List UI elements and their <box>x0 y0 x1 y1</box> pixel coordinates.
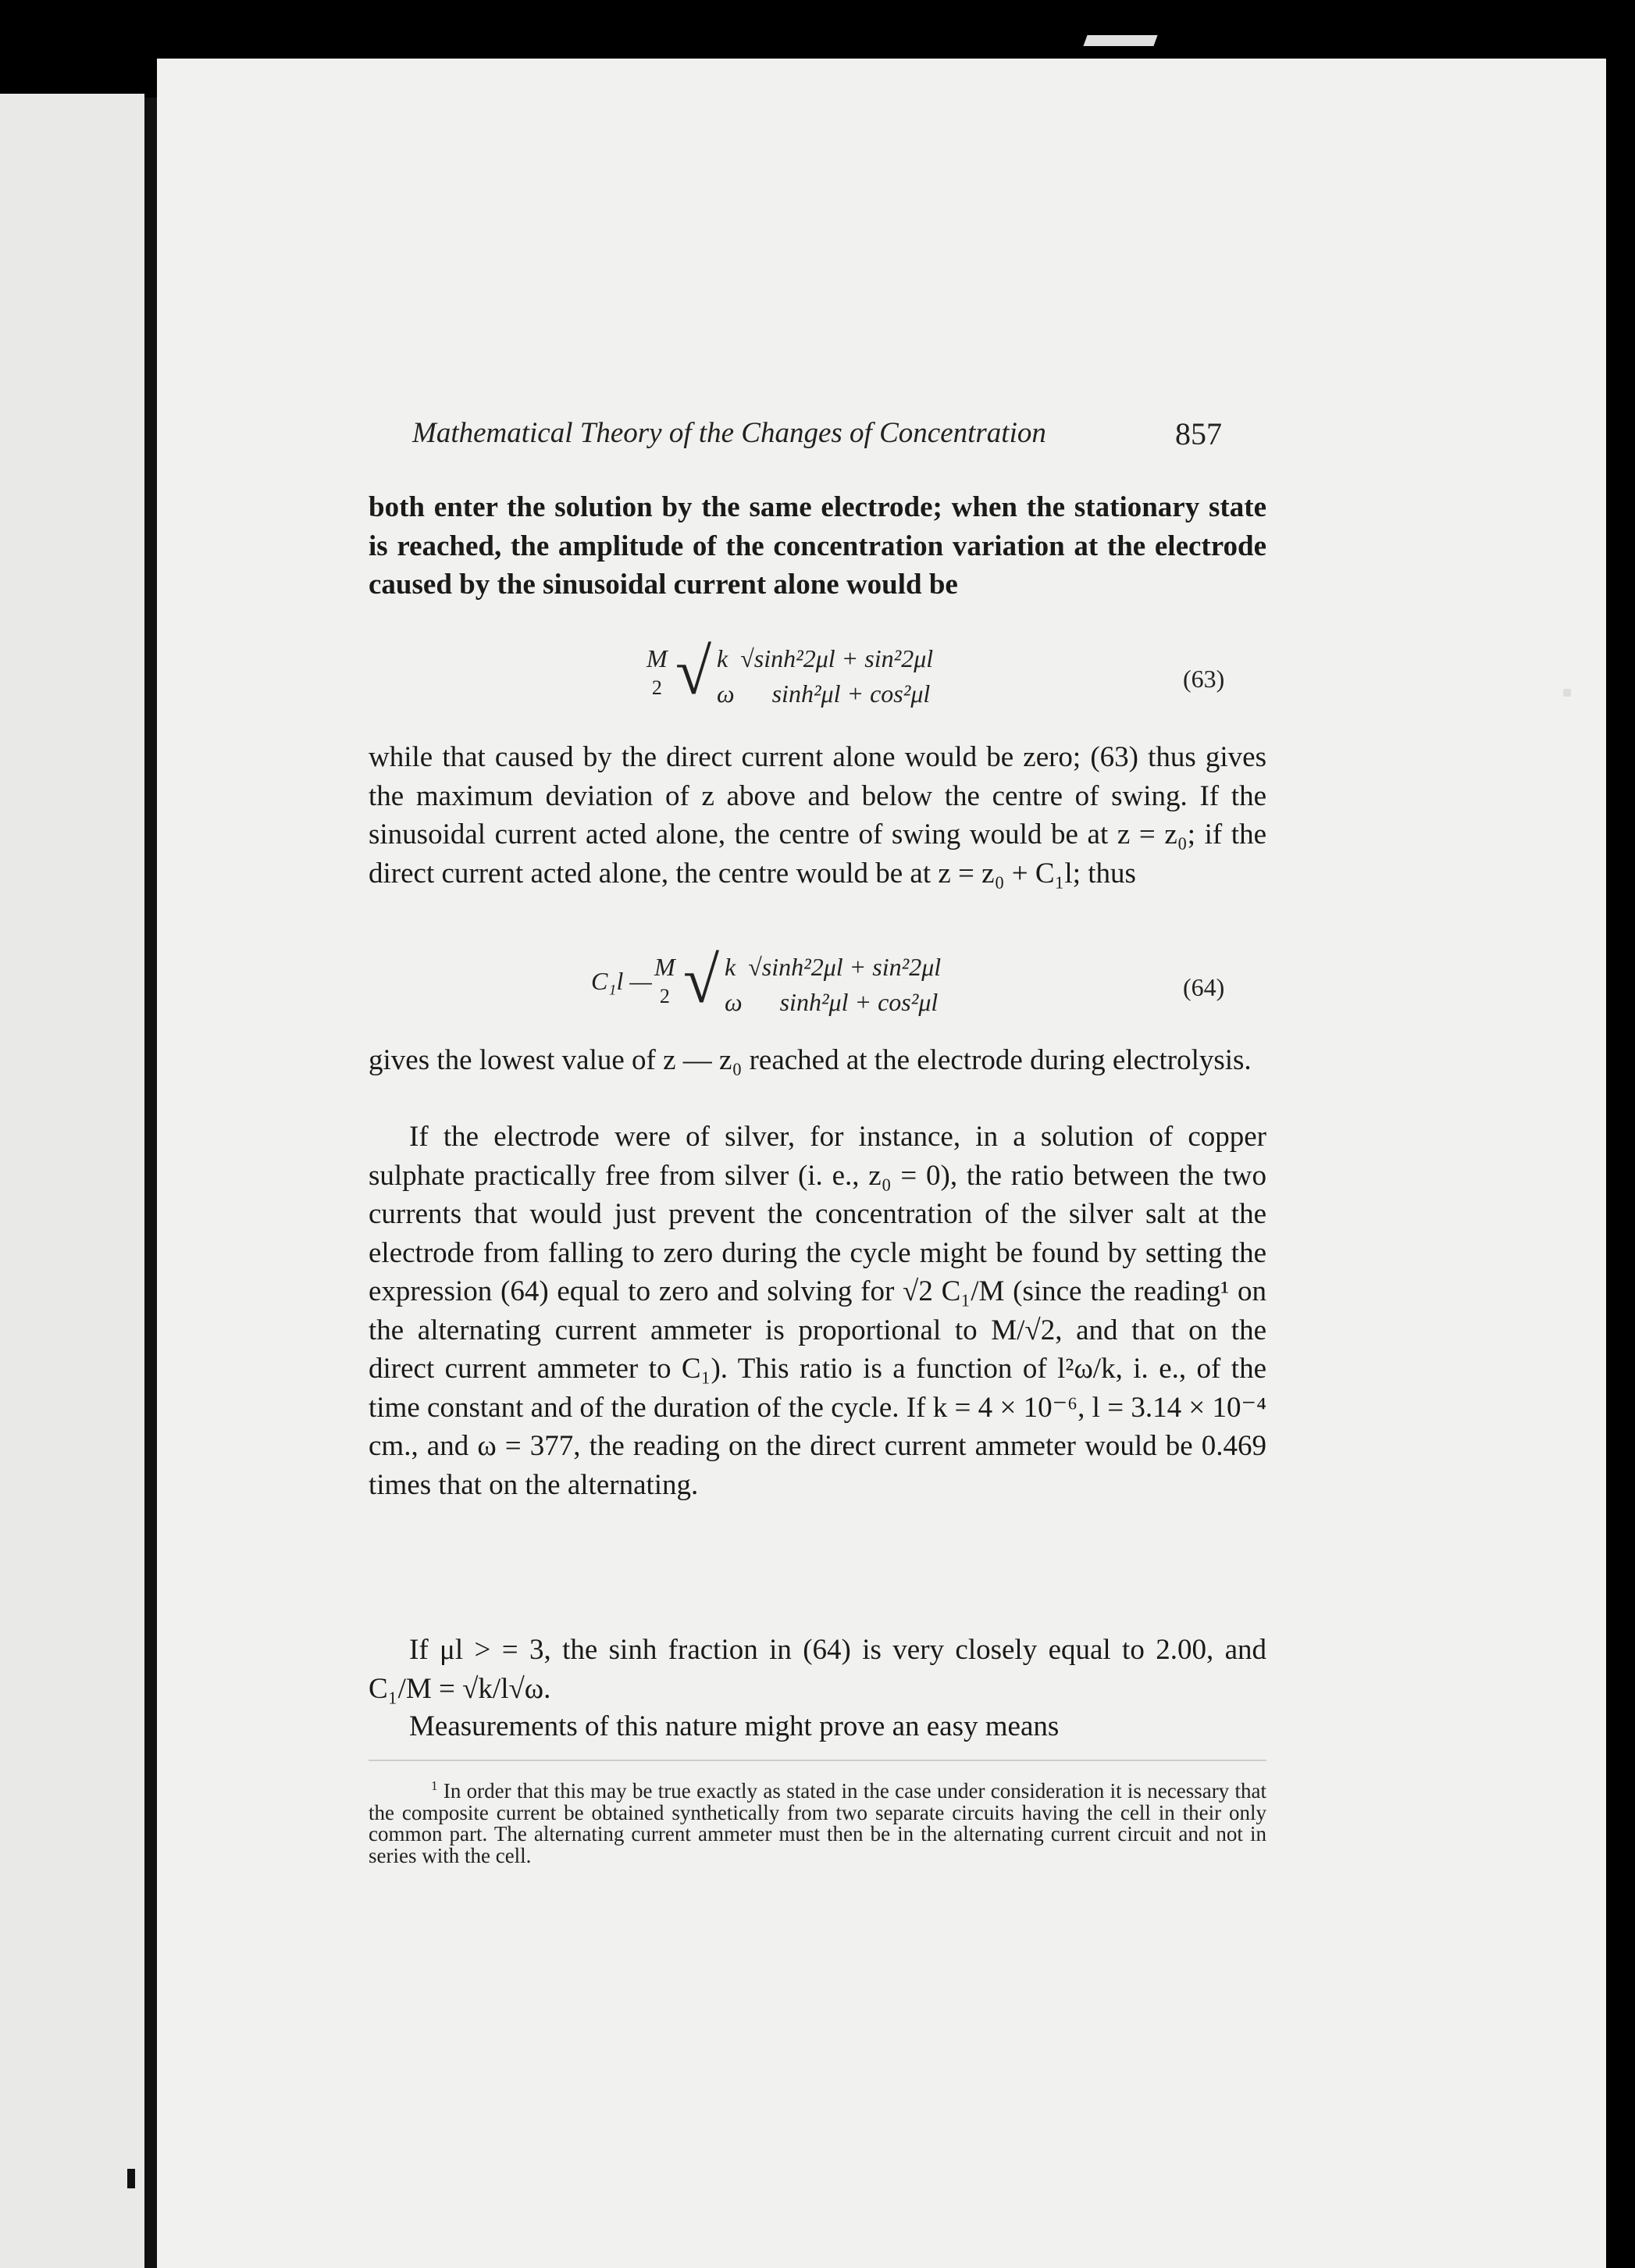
footnote-divider <box>369 1760 1266 1761</box>
binding-shadow <box>144 98 157 2268</box>
equation-number: (63) <box>1183 665 1225 693</box>
equation-64 <box>468 944 1249 1023</box>
equation-coefficient <box>654 953 675 1008</box>
paragraph-6: Measurements of this nature might prove an easy means <box>409 1710 1060 1742</box>
equation-lhs: C₁l — <box>591 967 652 995</box>
radical-sign: √ <box>675 636 712 708</box>
radicand <box>717 644 933 708</box>
coef-numerator: M <box>647 644 668 672</box>
page-number: 857 <box>1175 416 1222 451</box>
radicand-numerator: k √sinh²2μl + sin²2μl <box>725 953 942 981</box>
equation-63 <box>468 636 1249 715</box>
scan-artifact <box>1083 35 1157 46</box>
footnote-marker: 1 <box>431 1778 438 1793</box>
radicand <box>725 953 941 1017</box>
radicand-denominator: ω sinh²μl + cos²μl <box>725 988 939 1016</box>
equation-coefficient <box>647 644 668 700</box>
footnote <box>369 1775 1266 1867</box>
running-head-title: Mathematical Theory of the Changes of Concentration <box>412 417 1046 449</box>
equation-number: (64) <box>1183 973 1225 1001</box>
radicand-numerator: k √sinh²2μl + sin²2μl <box>717 644 934 672</box>
coef-denominator: 2 <box>651 676 662 699</box>
coef-numerator: M <box>654 953 675 981</box>
paragraph-3: gives the lowest value of z — z₀ reached at the electrode during electrolysis. <box>369 1044 1252 1076</box>
radical-sign: √ <box>683 944 720 1017</box>
footnote-text: In order that this may be true exactly as stated in the case under consideration it is necessary that the composite current be obtained synthetically from two separate circuits having the cell in their only common part. The alternating current ammeter must then be in the alternating current circuit and not in series with the cell. <box>369 1779 1267 1867</box>
paragraph-5: If μl > = 3, the sinh fraction in (64) is very closely equal to 2.00, and C₁/M = √k/l√ω. <box>369 1634 1266 1705</box>
radicand-denominator: ω sinh²μl + cos²μl <box>717 679 931 708</box>
coef-denominator: 2 <box>659 985 670 1007</box>
facing-page-edge <box>0 94 144 2268</box>
scan-artifact-marker <box>127 2169 135 2188</box>
paragraph-1: both enter the solution by the same electrode; when the stationary state is reached, the amplitude of the concentration variation at the electrode caused by the sinusoidal current alone would be <box>369 491 1266 601</box>
scan-artifact-dot <box>1563 689 1571 697</box>
paragraph-2: while that caused by the direct current alone would be zero; (63) thus gives the maximum deviation of z above and below the centre of swing. If the sinusoidal current acted alone, the centre of swing would be at z = z₀; if the direct current acted alone, the centre would be at z = z₀ + C₁l; thus <box>369 741 1266 890</box>
paragraph-4: If the electrode were of silver, for instance, in a solution of copper sulphate practically free from silver (i. e., z₀ = 0), the ratio between the two currents that would just prevent the concentration of the silver salt at the electrode from falling to zero during the cycle might be found by setting the expression (64) equal to zero and solving for √2 C₁/M (since the reading¹ on the alternating current ammeter is proportional to M/√2, and that on the direct current ammeter to C₁). This ratio is a function of l²ω/k, i. e., of the time constant and of the duration of the cycle. If k = 4 × 10⁻⁶, l = 3.14 × 10⁻⁴ cm., and ω = 377, the reading on the direct current ammeter would be 0.469 times that on the alternating. <box>369 1121 1266 1501</box>
